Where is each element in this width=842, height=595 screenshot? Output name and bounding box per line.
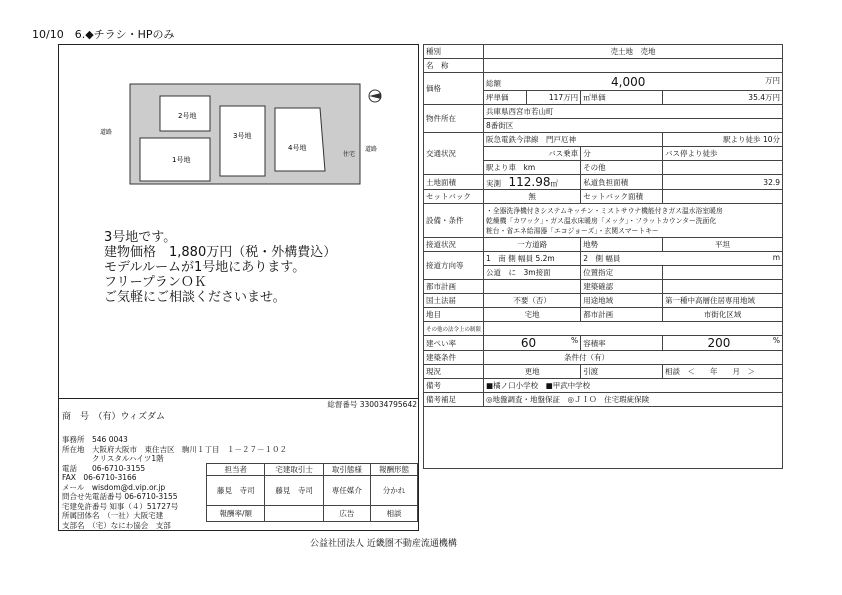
- lot-label-4: 4号地: [288, 144, 307, 152]
- road-label-left: 道路: [100, 129, 113, 136]
- lot-label-2: 2号地: [178, 112, 197, 120]
- footer-org: 公益社団法人 近畿圏不動産流通機構: [310, 539, 457, 549]
- company-block: [58, 398, 419, 531]
- lot-label-1: 1号地: [172, 156, 191, 164]
- property-type: 売土地 売地: [484, 45, 783, 59]
- site-map: [60, 46, 417, 396]
- lot-4: [275, 108, 325, 171]
- lot-label-3: 3号地: [233, 132, 252, 140]
- property-table: 種別 売土地 売地 名 称 価格 総額 4,000 万円 坪単価 117万円 ㎡単価 35.4万円 物件所在 兵庫県西宮市若山町 8番街区 交通状況 阪急電鉄今津線 門戸厄神 駅より徒歩 10分 バス乗車 分 バス停より徒歩 駅より車 km その他 土地面積 実測 112.98㎡ 私道負担面積 32.9 セットバック 無 セットバック面積 設備・条件 ・全器洗浄機付きシステムキッチン・ミストサウナ機能付きガス温水浴室暖房 乾燥機「カワック」・ガス温水床暖房「メック」・フラットカウンター洗面化 粧台・省エネ給湯器「エコジョーズ」・玄関スマートキー 接道状況 一方道路 地勢 平坦 接道方向等 1 南 側 幅員 5.2m 2 側 幅員 m 公道 に 3m接面 位置指定 都市計画 建築確認 国土法届 不要（否） 用途地域 第一種中高層住居専用地域 地目 宅地 都市計画 市街化区域 その他の法令上の制限 建ぺい率 60 % 容積率 200 % 建築条件 条件付（有） 現況 更地 引渡 相談 ＜ 年 月 ＞ 備考 ■橘ノ口小学校 ■甲武中学校 備考補足 ◎地盤調査・地盤保証 ◎ＪＩＯ 住宅瑕疵保険: [423, 44, 783, 469]
- land-area: 112.98: [508, 175, 551, 189]
- lot-3: [220, 106, 265, 176]
- license-no: 総督番号 330034795642: [327, 400, 417, 409]
- price-total: 4,000: [611, 74, 646, 89]
- neighbor-label: 住宅: [343, 151, 356, 158]
- promo-text: 3号地です。 建物価格 1,880万円（税・外構費込） モデルルームが1号地にあります。 フリープランＯＫ ご気軽にご相談くださいませ。: [104, 230, 337, 305]
- agent-table: 担当者 宅建取引士 取引態様 報酬形態 藤見 寺司 藤見 寺司 専任媒介 分かれ 報酬率/額 広告 相談: [206, 463, 418, 522]
- company-details: 事務所 546 0043 所在地 大阪府大阪市 東住吉区 駒川１丁目 １－２７－１０２ クリスタルハイツ1階 電話 06-6710-3155 FAX 06-6710-3166 メール wisdom@d.vip.or.jp 問合せ先電話番号 06-6710-3155 宅建免許番号 知事（４）51727号 所属団体名 （一社）大阪宅建 支部名 （宅）なにわ協会 支部: [62, 435, 287, 530]
- trade-name: 商 号 （有）ウィズダム: [62, 412, 165, 422]
- header-note: 10/10 6.◆チラシ・HPのみ: [32, 28, 175, 41]
- road-label-right: 道路: [365, 146, 378, 153]
